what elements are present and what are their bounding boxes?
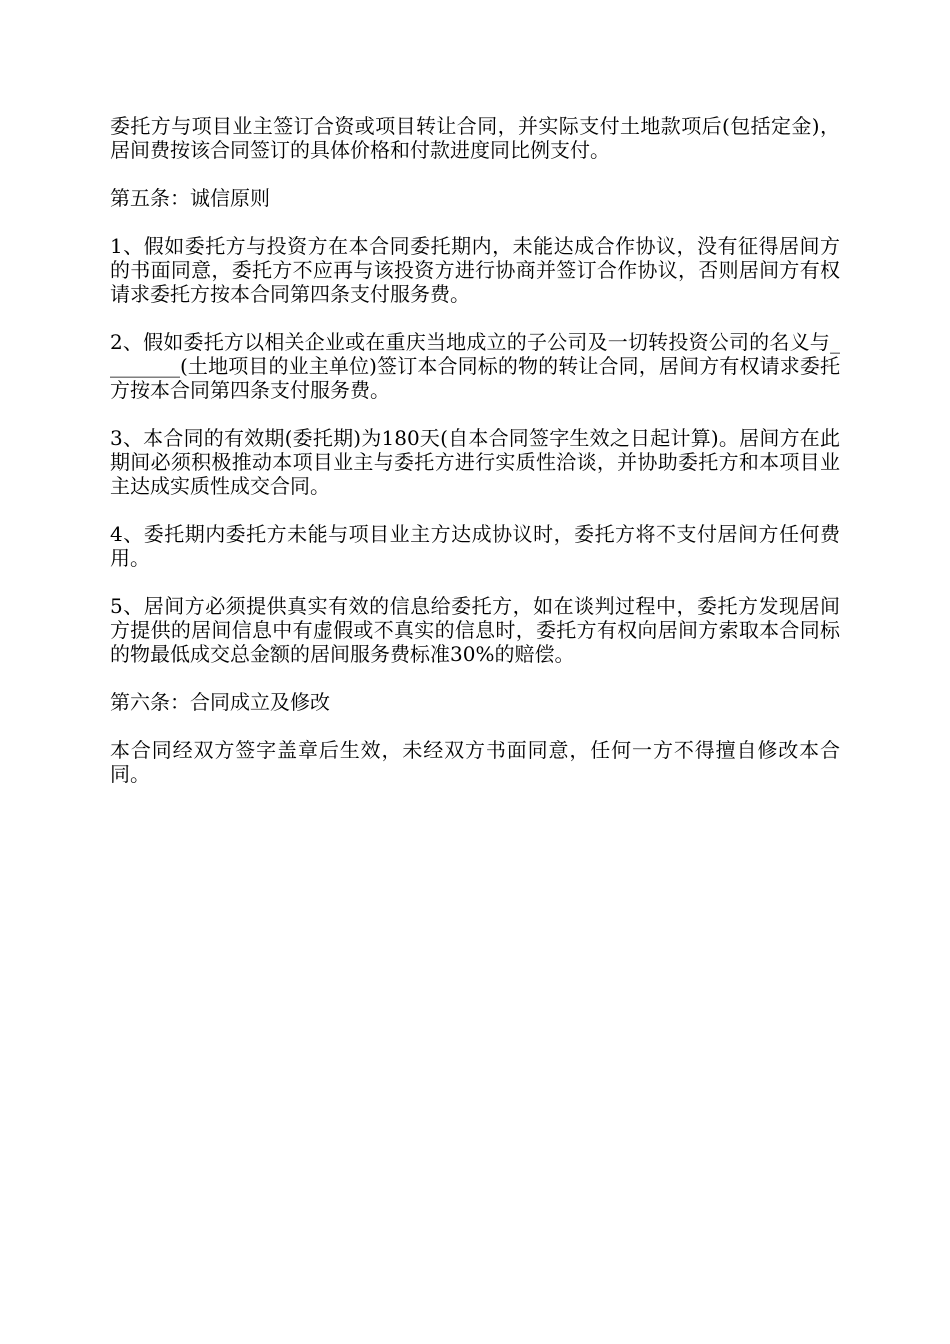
clause-5-3: 3、本合同的有效期(委托期)为180天(自本合同签字生效之日起计算)。居间方在此期间必须积极推动本项目业主与委托方进行实质性洽谈，并协助委托方和本项目业主达成实质性成交合同。 (110, 426, 840, 498)
clause-5-1: 1、假如委托方与投资方在本合同委托期内，未能达成合作协议，没有征得居间方的书面同意，委托方不应再与该投资方进行协商并签订合作协议，否则居间方有权请求委托方按本合同第四条支付服务费。 (110, 234, 840, 306)
paragraph-payment-terms: 委托方与项目业主签订合资或项目转让合同，并实际支付土地款项后(包括定金)，居间费按该合同签订的具体价格和付款进度同比例支付。 (110, 114, 840, 162)
clause-5-4: 4、委托期内委托方未能与项目业主方达成协议时，委托方将不支付居间方任何费用。 (110, 522, 840, 570)
clause-6-body: 本合同经双方签字盖章后生效，未经双方书面同意，任何一方不得擅自修改本合同。 (110, 738, 840, 786)
section-heading-article-5: 第五条：诚信原则 (110, 186, 270, 210)
clause-5-2: 2、假如委托方以相关企业或在重庆当地成立的子公司及一切转投资公司的名义与________(土地项目的业主单位)签订本合同标的物的转让合同，居间方有权请求委托方按本合同第四条支付服务费。 (110, 330, 840, 402)
section-heading-article-6: 第六条：合同成立及修改 (110, 690, 330, 714)
document-page (110, 114, 840, 810)
clause-5-5: 5、居间方必须提供真实有效的信息给委托方，如在谈判过程中，委托方发现居间方提供的居间信息中有虚假或不真实的信息时，委托方有权向居间方索取本合同标的物最低成交总金额的居间服务费标准30%的赔偿。 (110, 594, 840, 666)
